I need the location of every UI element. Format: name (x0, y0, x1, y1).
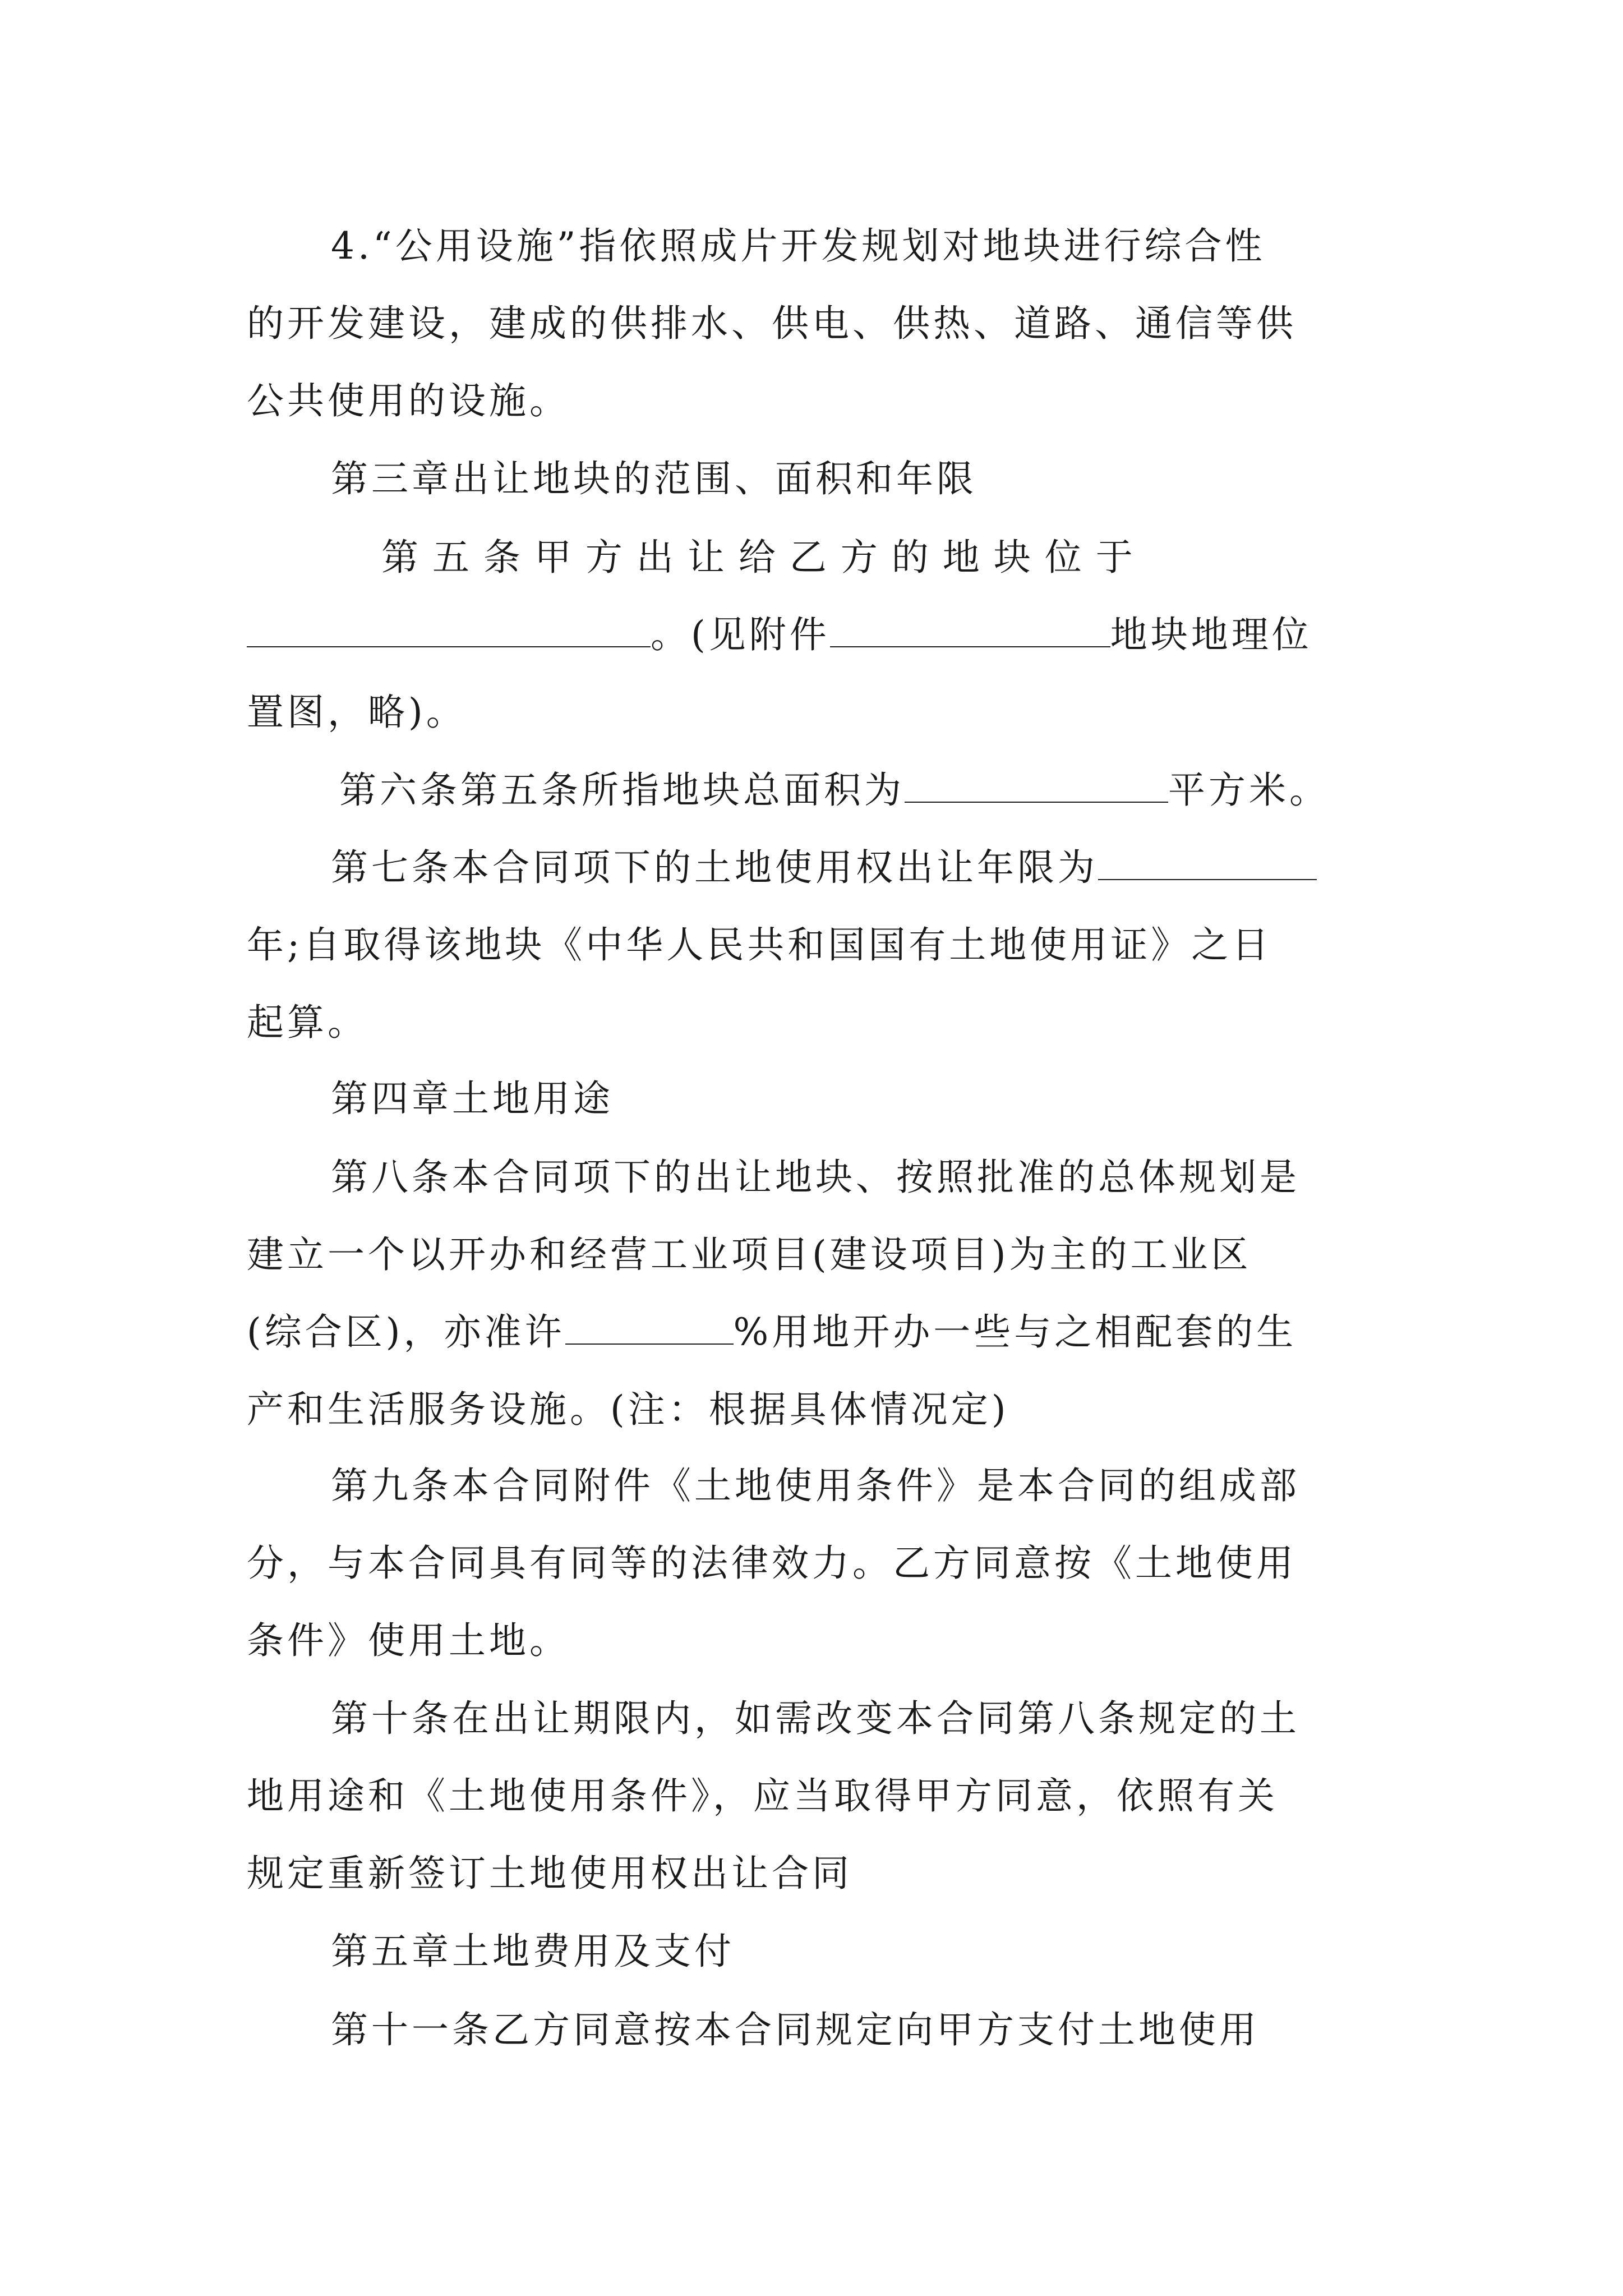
text-line: 第四章土地用途 (331, 1077, 614, 1120)
text-fragment: 第六条第五条所指地块总面积为 (339, 769, 905, 812)
article-9 (247, 1447, 1383, 1680)
text-line: 4.“公用设施”指依照成片开发规划对地块进行综合性 (331, 224, 1266, 268)
text-line: 公共使用的设施。 (247, 379, 570, 422)
location-blank[interactable] (247, 613, 651, 647)
text-fragment: 第七条本合同项下的土地使用权出让年限为 (331, 846, 1098, 889)
text-line: 第三章出让地块的范围、面积和年限 (331, 457, 977, 500)
text-line: 地用途和《土地使用条件》，应当取得甲方同意，依照有关 (247, 1774, 1278, 1818)
text-line: 建立一个以开办和经营工业项目(建设项目)为主的工业区 (247, 1233, 1252, 1276)
article-6 (247, 752, 1383, 829)
article-10 (247, 1680, 1383, 1912)
text-line: 年;自取得该地块《中华人民共和国国有土地使用证》之日 (247, 923, 1272, 967)
text-line: 第十条在出让期限内，如需改变本合同第八条规定的土 (331, 1697, 1300, 1740)
percent-blank[interactable] (565, 1310, 734, 1345)
text-line: 条件》使用土地。 (247, 1619, 570, 1662)
text-line: 第十一条乙方同意按本合同规定向甲方支付土地使用 (331, 2008, 1260, 2051)
text-line: 分，与本合同具有同等的法律效力。乙方同意按《土地使用 (247, 1542, 1297, 1585)
text-line: 第 五 条 甲 方 出 让 给 乙 方 的 地 块 位 于 (381, 536, 1134, 579)
text-line: 规定重新签订土地使用权出让合同 (247, 1852, 852, 1895)
article-7 (247, 829, 1383, 1061)
text-line: 产和生活服务设施。(注：根据具体情况定) (247, 1388, 1009, 1431)
text-fragment: %用地开办一些与之相配套的生 (733, 1310, 1297, 1354)
chapter-4-title (247, 1060, 1383, 1138)
attachment-blank[interactable] (830, 613, 1110, 647)
article-5 (247, 519, 1383, 751)
text-line: 第八条本合同项下的出让地块、按照批准的总体规划是 (331, 1156, 1300, 1199)
chapter-3-title (247, 440, 1383, 518)
text-line: 起算。 (247, 1001, 368, 1044)
area-blank[interactable] (905, 768, 1168, 803)
text-line (247, 596, 1383, 674)
text-line: 置图，略)。 (247, 691, 467, 734)
text-fragment: 地块地理位 (1110, 613, 1312, 656)
text-fragment: (综合区)，亦准许 (247, 1310, 565, 1354)
article-11 (247, 1991, 1383, 2069)
text-fragment: 。(见附件 (651, 613, 830, 656)
text-fragment: 平方米。 (1168, 769, 1330, 812)
text-line: 的开发建设，建成的供排水、供电、供热、道路、通信等供 (247, 302, 1297, 345)
chapter-5-title (247, 1913, 1383, 1990)
text-line: 第九条本合同附件《土地使用条件》是本合同的组成部 (331, 1464, 1300, 1507)
term-years-blank[interactable] (1098, 845, 1317, 880)
text-line (247, 1294, 1383, 1371)
text-line (247, 752, 1383, 829)
text-line: 第五章土地费用及支付 (331, 1930, 735, 1973)
article-8 (247, 1139, 1383, 1448)
text-line (247, 829, 1383, 907)
paragraph-public-facilities (247, 208, 1383, 440)
